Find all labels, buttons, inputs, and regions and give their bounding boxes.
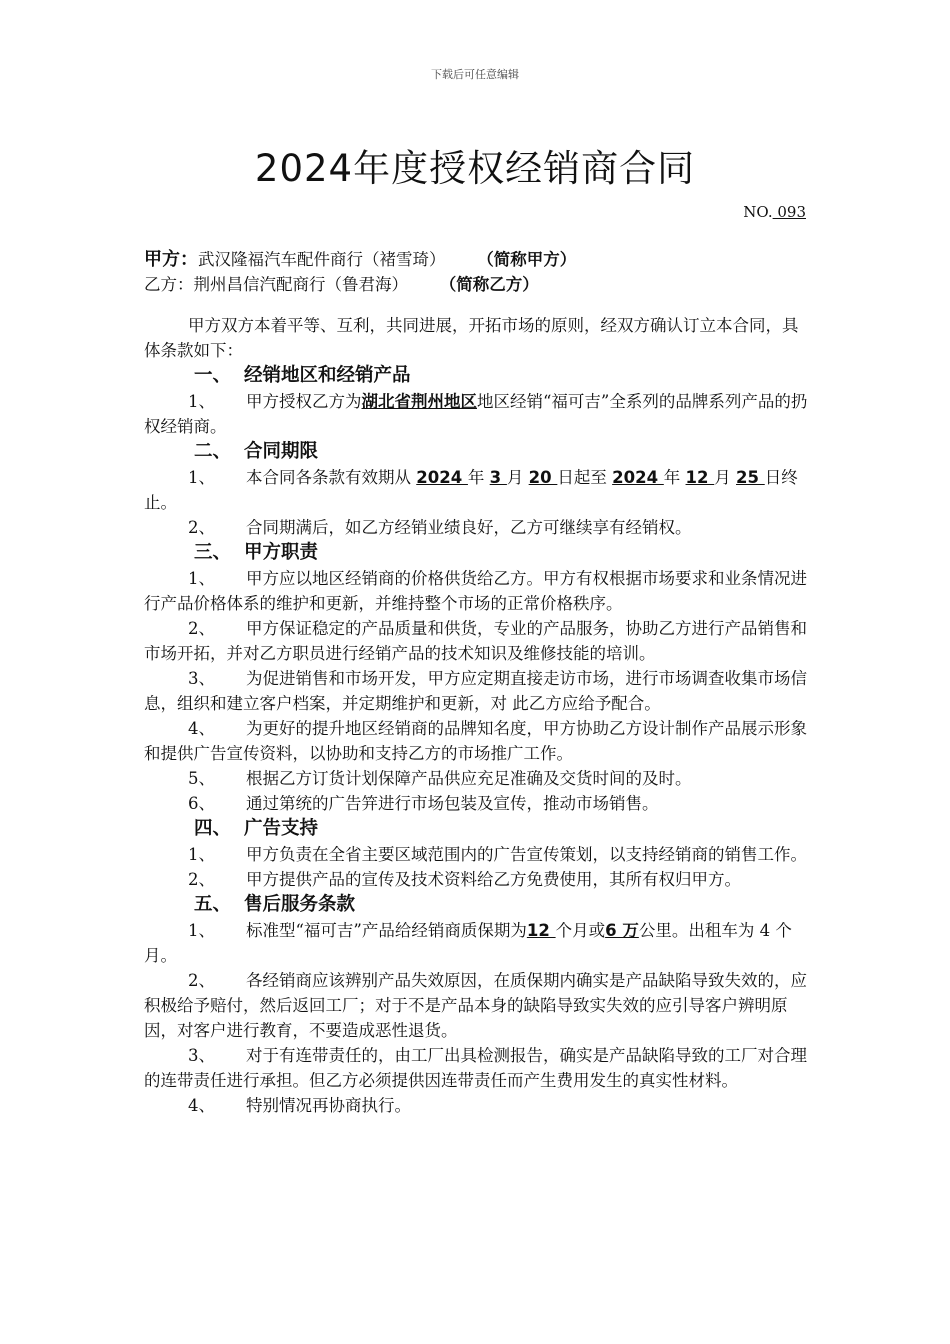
section-heading (194, 816, 808, 842)
clause (144, 666, 808, 716)
clause-number: 2、 (188, 971, 215, 990)
clause-text: 通过第统的广告笄进行市场包装及宣传，推动市场销售。 (246, 794, 659, 813)
section-heading (194, 439, 808, 465)
clause-number: 1、 (188, 921, 215, 940)
clause-number: 1、 (188, 468, 215, 487)
section-number: 四、 (194, 818, 232, 839)
header-note: 下载后可任意编辑 (431, 68, 519, 81)
end-month: 12 (685, 468, 715, 487)
party-b-abbr: （简称乙方） (448, 275, 539, 294)
clause (144, 566, 808, 616)
clause (144, 918, 808, 968)
clause-text: 月 (506, 468, 529, 487)
section-heading (194, 540, 808, 566)
clause (144, 1043, 808, 1093)
clause-number: 3、 (188, 1046, 215, 1065)
clause (144, 791, 808, 816)
clause-number: 6、 (188, 794, 215, 813)
end-day: 25 (736, 468, 765, 487)
clause-text: 本合同各条款有效期从 (246, 468, 417, 487)
clause-text: 标准型“福可吉”产品给经销商质保期为 (246, 921, 527, 940)
start-year: 2024 (416, 468, 468, 487)
warranty-km: 6 万 (605, 921, 639, 940)
section-title: 合同期限 (244, 441, 319, 462)
clause (144, 867, 808, 892)
clause-text: 日终止。 (144, 468, 798, 512)
document-body (144, 247, 808, 1118)
clause (144, 1093, 808, 1118)
section-number: 五、 (194, 894, 232, 915)
clause-text: 甲方提供产品的宣传及技术资料给乙方免费使用，其所有权归甲方。 (246, 870, 741, 889)
clause-text: 为促进销售和市场开发，甲方应定期直接走访市场，进行市场调查收集市场信息，组织和建立客户档案，并定期维护和更新，对 此乙方应给予配合。 (144, 669, 807, 713)
document-title: 2024年度授权经销商合同 (254, 147, 696, 190)
clause-number: 4、 (188, 1096, 215, 1115)
clause-number: 1、 (188, 845, 215, 864)
clause (144, 842, 808, 867)
party-a-name: 武汉隆福汽车配件商行（褚雪琦） (198, 250, 446, 269)
clause-number: 5、 (188, 769, 215, 788)
contract-number-label: NO. (743, 203, 773, 221)
warranty-months: 12 (526, 921, 556, 940)
clause-text: 甲方应以地区经销商的价格供货给乙方。甲方有权根据市场要求和业条情况进行产品价格体系的维护和更新，并维持整个市场的正常价格秩序。 (144, 569, 807, 613)
party-a-label: 甲方： (144, 249, 198, 270)
clause-number: 1、 (188, 569, 215, 588)
section-number: 三、 (194, 542, 232, 563)
section-title: 售后服务条款 (244, 894, 356, 915)
region-value: 湖北省荆州地区 (361, 392, 477, 411)
clause-text: 甲方授权乙方为 (246, 392, 362, 411)
clause-text: 月 (714, 468, 737, 487)
party-a (144, 247, 808, 272)
clause-text: 各经销商应该辨别产品失效原因，在质保期内确实是产品缺陷导致失效的，应积极给予赔付，然后返回工厂；对于不是产品本身的缺陷导致实失效的应引导客户辨明原因，对客户进行教育，不要造成恶性退货。 (144, 971, 807, 1040)
intro-paragraph: 甲方双方本着平等、互利，共同进展，开拓市场的原则，经双方确认订立本合同，具体条款如下： (144, 316, 799, 360)
party-a-abbr: （简称甲方） (485, 250, 577, 269)
end-year: 2024 (612, 468, 664, 487)
party-b (144, 272, 808, 297)
contract-number (743, 203, 806, 221)
clause (144, 968, 808, 1043)
section-title: 经销地区和经销产品 (244, 365, 411, 386)
clause-text: 对于有连带责任的，由工厂出具检测报告，确实是产品缺陷导致的工厂对合理的连带责任进行承担。但乙方必须提供因连带责任而产生费用发生的真实性材料。 (144, 1046, 807, 1090)
clause-text: 公里。出租车为 4 个月。 (144, 921, 792, 965)
clause-number: 2、 (188, 870, 215, 889)
clause-number: 2、 (188, 518, 215, 537)
clause (144, 716, 808, 766)
section-title: 广告支持 (244, 818, 319, 839)
clause (144, 465, 808, 515)
clause (144, 389, 808, 439)
clause-text: 日起至 (557, 468, 613, 487)
clause-text: 甲方负责在全省主要区域范围内的广告宣传策划，以支持经销商的销售工作。 (246, 845, 807, 864)
clause-text: 地区经销“福可吉”全系列的品牌系列产品的扔权经销商。 (144, 392, 808, 436)
clause-text: 甲方保证稳定的产品质量和供货，专业的产品服务，协助乙方进行产品销售和市场开拓，并对乙方职员进行经销产品的技术知识及维修技能的培训。 (144, 619, 807, 663)
section-heading (194, 892, 808, 918)
clause (144, 766, 808, 791)
section-title: 甲方职责 (244, 542, 319, 563)
clause (144, 515, 808, 540)
clause-text: 年 (467, 468, 490, 487)
contract-number-value: 093 (772, 203, 806, 221)
clause-text: 特别情况再协商执行。 (246, 1096, 411, 1115)
clause-number: 2、 (188, 619, 215, 638)
clause (144, 616, 808, 666)
clause-text: 年 (663, 468, 686, 487)
party-b-label: 乙方： (144, 275, 194, 294)
clause-number: 1、 (188, 392, 215, 411)
section-number: 一、 (194, 365, 232, 386)
clause-number: 3、 (188, 669, 215, 688)
section-number: 二、 (194, 441, 232, 462)
clause-text: 合同期满后，如乙方经销业绩良好，乙方可继续享有经销权。 (246, 518, 692, 537)
clause-text: 根据乙方订货计划保障产品供应充足准确及交货时间的及时。 (246, 769, 692, 788)
section-heading (194, 363, 808, 389)
start-month: 3 (489, 468, 507, 487)
clause-number: 4、 (188, 719, 215, 738)
clause-text: 个月或 (555, 921, 606, 940)
party-b-name: 荆州昌信汽配商行（鲁君海） (193, 275, 408, 294)
clause-text: 为更好的提升地区经销商的品牌知名度，甲方协助乙方设计制作产品展示形象和提供广告宣传资料，以协助和支持乙方的市场推广工作。 (144, 719, 807, 763)
start-day: 20 (528, 468, 558, 487)
